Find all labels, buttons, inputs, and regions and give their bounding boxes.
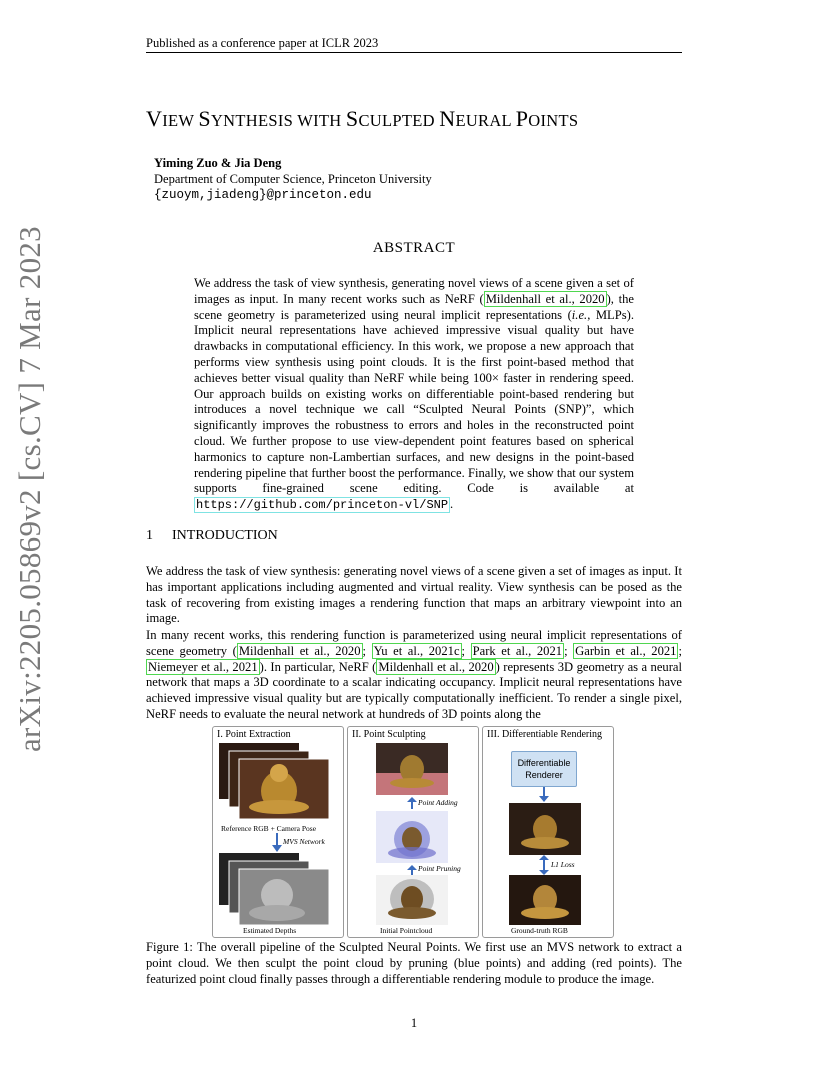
code-url-link[interactable]: https://github.com/princeton-vl/SNP [196, 498, 449, 513]
figure-1 [212, 726, 612, 936]
citation-link[interactable]: Mildenhall et al., 2020 [485, 291, 605, 306]
ground-truth-image [509, 875, 581, 925]
panel-point-sculpting [347, 726, 479, 938]
title-part: EURAL [455, 111, 516, 130]
arrow-down-icon [271, 833, 283, 853]
ground-truth-label: Ground-truth RGB [511, 926, 568, 935]
title-part: P [515, 106, 529, 131]
arrow-down-icon [538, 787, 550, 803]
citation-link[interactable]: Yu et al., 2021c [373, 643, 460, 658]
title-part: YNTHESIS WITH [210, 111, 346, 130]
title-part: S [198, 106, 211, 131]
pruned-pointcloud-image [376, 811, 448, 863]
intro-paragraph-2: In many recent works, this rendering function is parameterized using neural implicit representations of scene geometry ( Mildenhall et al., 2020 ; Yu et al., 2021c ; Park et al., 2021 ; Garbin et al., 2021 ; Niemeyer et al., 2021 ). In particular, NeRF ( Mildenhall et al., 2020 ) represents 3D geometry as a neural network that maps a 3D coordinate to a scalar indicating occupancy. Implicit neural representations have achieved impressive visual quality but are typically computationally inefficient. To render a single pixel, NeRF needs to evaluate the neural network at hundreds of 3D points along the [146, 628, 683, 721]
section-heading: 1 INTRODUCTION [146, 528, 278, 543]
paper-title [146, 106, 686, 132]
panel-title: II. Point Sculpting [352, 729, 426, 740]
depth-images [219, 853, 339, 925]
rendered-image [509, 803, 581, 855]
header-rule [146, 52, 682, 53]
initial-pointcloud-label: Initial Pointcloud [380, 926, 433, 935]
citation-link[interactable]: Mildenhall et al., 2020 [378, 659, 494, 674]
panel-title: III. Differentiable Rendering [487, 729, 603, 740]
abstract-heading: ABSTRACT [372, 240, 456, 256]
double-arrow-icon [538, 855, 550, 875]
email: {zuoym,jiadeng}@princeton.edu [154, 188, 372, 202]
title-part: OINTS [528, 111, 579, 130]
arrow-up-icon [406, 797, 418, 809]
title-part: N [439, 106, 456, 131]
title-part: S [345, 106, 359, 131]
title-part: V [146, 106, 163, 131]
page-number: 1 [410, 1016, 418, 1030]
affiliation: Department of Computer Science, Princeton University [154, 172, 432, 186]
citation-link[interactable]: Garbin et al., 2021 [575, 643, 677, 658]
differentiable-renderer-box: Differentiable Renderer [511, 751, 577, 787]
panel-differentiable-rendering [482, 726, 614, 938]
citation-link[interactable]: Park et al., 2021 [472, 643, 563, 658]
initial-pointcloud-image [376, 875, 448, 925]
point-adding-label: Point Adding [418, 798, 458, 807]
mvs-label: MVS Network [283, 837, 325, 846]
reference-images [219, 743, 339, 821]
panel-point-extraction [212, 726, 344, 938]
point-pruning-label: Point Pruning [418, 864, 461, 873]
loss-label: L1 Loss [551, 860, 575, 869]
title-part: CULPTED [358, 111, 440, 130]
title-part: IEW [162, 111, 199, 130]
citation-link[interactable]: Mildenhall et al., 2020 [238, 643, 361, 658]
intro-paragraph-1: We address the task of view synthesis: generating novel views of a scene given a set of images as input. It has important applications including augmented and virtual reality. View synthesis can be posed as the task of recovering from existing images a rendering function that maps an arbitrary viewpoint into an image. [146, 564, 682, 626]
ref-label: Reference RGB + Camera Pose [221, 824, 317, 833]
panel-title: I. Point Extraction [217, 729, 291, 740]
citation-link[interactable]: Niemeyer et al., 2021 [148, 659, 258, 674]
figure-caption: Figure 1: The overall pipeline of the Sculpted Neural Points. We first use an MVS network to extract a point cloud. We then sculpt the point cloud by pruning (blue points) and adding (red points). The featurized point cloud finally passes through a differentiable rendering module to produce the image. [146, 940, 682, 986]
abstract-body: We address the task of view synthesis, generating novel views of a scene given a set of images as input. In many recent works such as NeRF ( Mildenhall et al., 2020 ), the scene geometry is parameterized using neural implicit representations (i.e., MLPs). Implicit neural representations have achieved impressive visual quality but have drawbacks in computational efficiency. In this work, we propose a new approach that performs view synthesis using point clouds. It is the first point-based method that achieves better visual quality than NeRF while being 100× faster in rendering speed. Our approach builds on existing works on differentiable point-based rendering but introduces a novel technique we call “Sculpted Neural Points (SNP)”, which significantly improves the robustness to errors and holes in the reconstructed point cloud. We further propose to use view-dependent point features based on spherical harmonics to capture non-Lambertian surfaces, and new designs in the point-based rendering pipeline that further boost the performance. Finally, we show that our system supports fine-grained scene editing. Code is available at https://github.com/princeton-vl/SNP . [194, 276, 634, 513]
running-header: Published as a conference paper at ICLR 2023 [146, 36, 379, 50]
sculpted-result-image [376, 743, 448, 795]
depth-label: Estimated Depths [243, 926, 297, 935]
authors: Yiming Zuo & Jia Deng [154, 156, 282, 170]
arxiv-identifier: arXiv:2205.05869v2 [cs.CV] 7 Mar 2023 [12, 226, 47, 752]
